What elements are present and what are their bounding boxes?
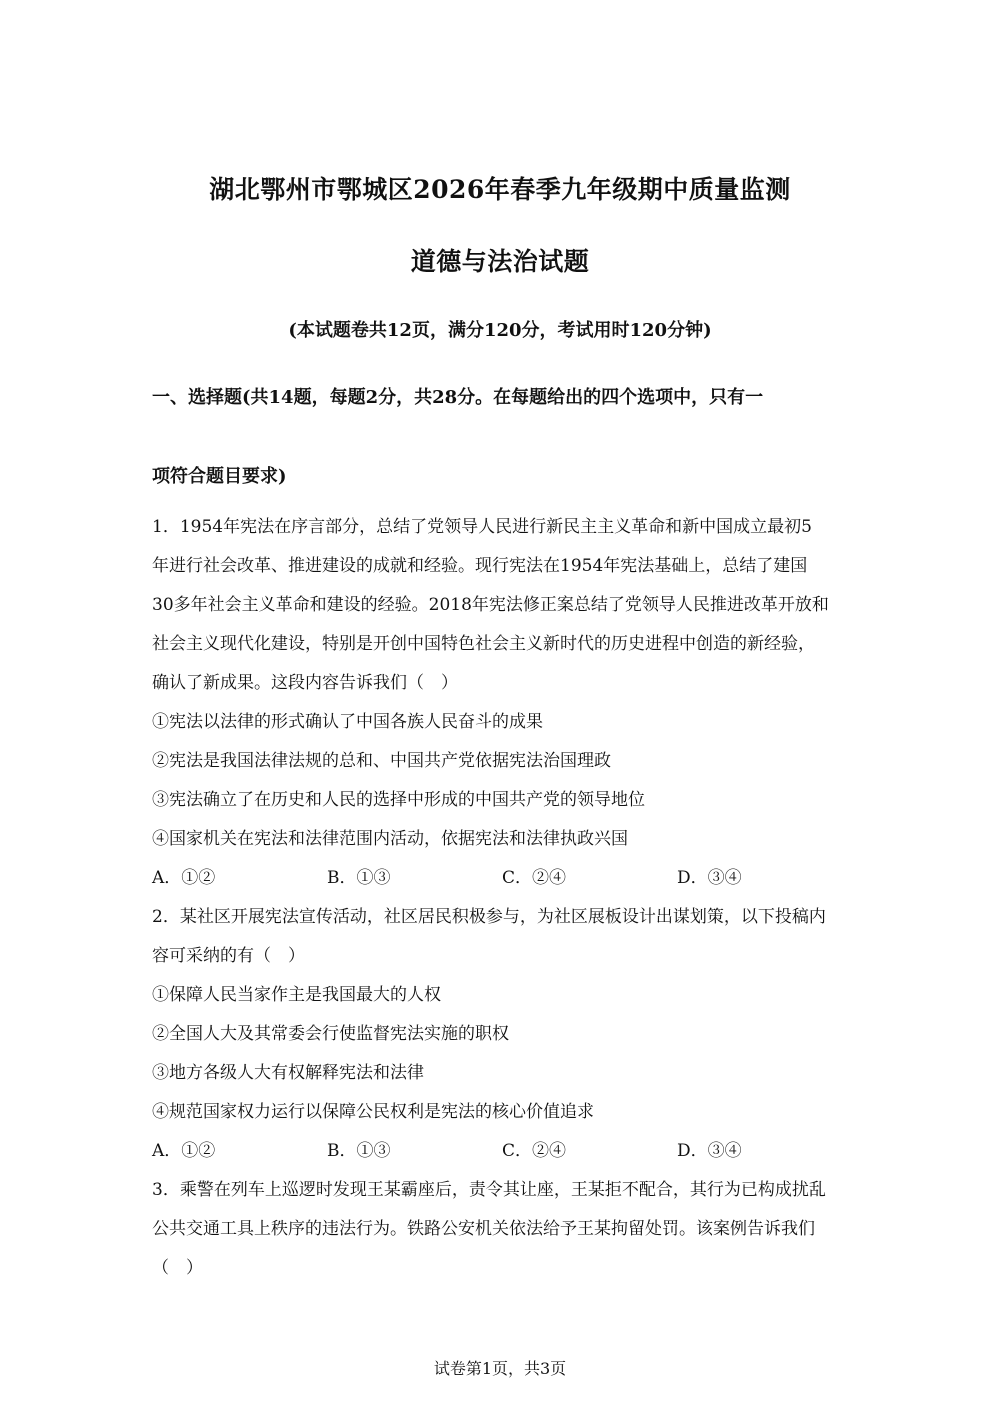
question-stem-line: 公共交通工具上秩序的违法行为。铁路公安机关依法给予王某拘留处罚。该案例告诉我们	[152, 1219, 815, 1239]
option-d: D．③④	[677, 868, 742, 888]
question-2	[152, 898, 852, 1171]
question-stem-line: 2．某社区开展宪法宣传活动，社区居民积极参与，为社区展板设计出谋划策，以下投稿内	[152, 907, 826, 927]
option-b: B．①③	[327, 868, 391, 888]
statement-item: ④规范国家权力运行以保障公民权利是宪法的核心价值追求	[152, 1102, 594, 1122]
section-heading-line2: 项符合题目要求)	[152, 466, 287, 487]
question-stem-line: 3．乘警在列车上巡逻时发现王某霸座后，责令其让座，王某拒不配合，其行为已构成扰乱	[152, 1180, 826, 1200]
statement-item: ②宪法是我国法律法规的总和、中国共产党依据宪法治国理政	[152, 751, 611, 771]
question-stem-line: 年进行社会改革、推进建设的成就和经验。现行宪法在1954年宪法基础上，总结了建国	[152, 556, 808, 576]
question-1	[152, 508, 852, 898]
question-stem-line: 1．1954年宪法在序言部分，总结了党领导人民进行新民主主义革命和新中国成立最初5	[152, 517, 812, 537]
statement-item: ④国家机关在宪法和法律范围内活动，依据宪法和法律执政兴国	[152, 829, 628, 849]
statement-item: ②全国人大及其常委会行使监督宪法实施的职权	[152, 1024, 509, 1044]
option-c: C．②④	[502, 1141, 567, 1161]
option-b: B．①③	[327, 1141, 391, 1161]
question-stem-line: 社会主义现代化建设，特别是开创中国特色社会主义新时代的历史进程中创造的新经验，	[152, 634, 815, 654]
statement-item: ③宪法确立了在历史和人民的选择中形成的中国共产党的领导地位	[152, 790, 645, 810]
answer-options	[152, 1132, 852, 1171]
statement-item: ①保障人民当家作主是我国最大的人权	[152, 985, 441, 1005]
exam-info: (本试题卷共12页，满分120分，考试用时120分钟)	[288, 320, 712, 341]
exam-title: 湖北鄂州市鄂城区2026年春季九年级期中质量监测	[209, 175, 791, 204]
question-stem-line: 30多年社会主义革命和建设的经验。2018年宪法修正案总结了党领导人民推进改革开放和	[152, 595, 829, 615]
option-c: C．②④	[502, 868, 567, 888]
page-footer: 试卷第1页，共3页	[433, 1359, 567, 1378]
section-heading-line1: 一、选择题(共14题，每题2分，共28分。在每题给出的四个选项中，只有一	[152, 387, 764, 408]
statement-item: ③地方各级人大有权解释宪法和法律	[152, 1063, 424, 1083]
question-stem-line: 确认了新成果。这段内容告诉我们（ ）	[152, 673, 458, 693]
option-a: A．①②	[152, 868, 216, 888]
question-stem-line: （ ）	[152, 1258, 203, 1278]
question-stem-line: 容可采纳的有（ ）	[152, 946, 305, 966]
answer-options	[152, 859, 852, 898]
option-a: A．①②	[152, 1141, 216, 1161]
exam-subject-title: 道德与法治试题	[410, 247, 590, 276]
option-d: D．③④	[677, 1141, 742, 1161]
questions-area	[152, 508, 852, 1288]
statement-item: ①宪法以法律的形式确认了中国各族人民奋斗的成果	[152, 712, 543, 732]
question-3	[152, 1171, 852, 1288]
